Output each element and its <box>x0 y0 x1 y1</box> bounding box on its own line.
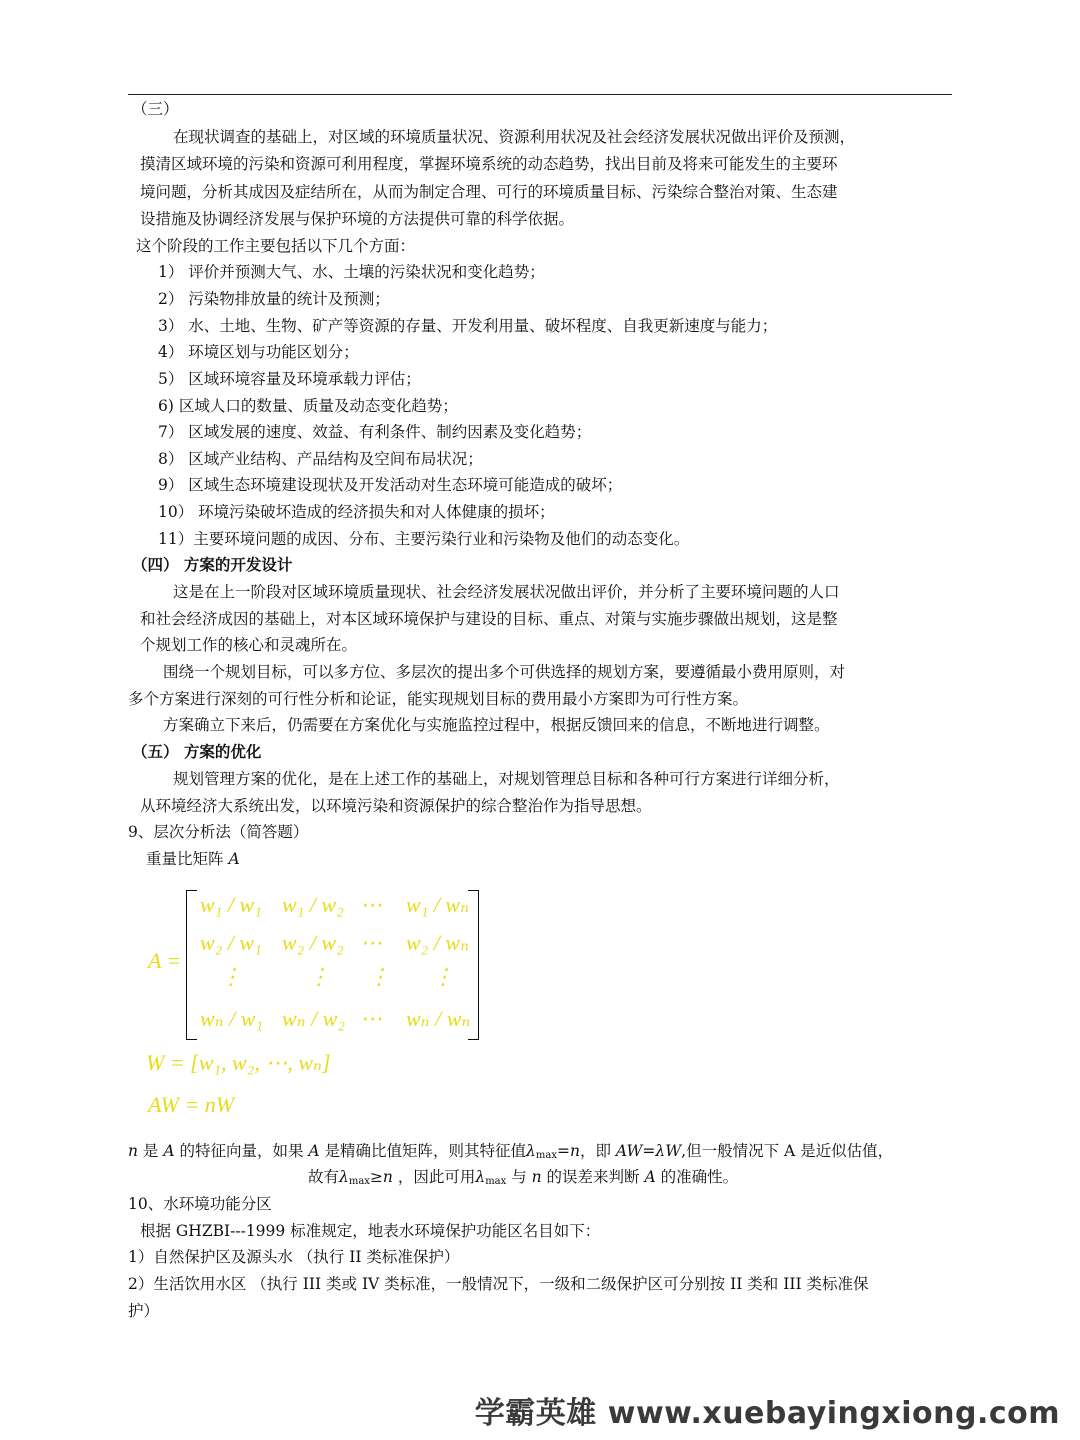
list-intro: 这个阶段的工作主要包括以下几个方面： <box>136 237 416 255</box>
list-item: 6) 区域人口的数量、质量及动态变化趋势； <box>158 397 458 415</box>
paragraph-line: 围绕一个规划目标，可以多方位、多层次的提出多个可供选择的规划方案，要遵循最小费用原则，对 <box>163 663 846 681</box>
section10-heading: 10、水环境功能分区 <box>128 1195 272 1213</box>
matrix-cell: wₙ / w₁ <box>200 1006 264 1031</box>
text-run: A <box>163 1142 175 1160</box>
text-run: ≥n <box>369 1168 393 1186</box>
text-run: A <box>644 1168 656 1186</box>
eigen-equation: AW = nW <box>148 1092 235 1117</box>
list-item: 8） 区域产业结构、产品结构及空间布局状况； <box>158 450 483 468</box>
matrix-cell: w₂ / w₁ <box>200 930 262 955</box>
matrix-cell: ⋯ <box>360 892 382 917</box>
list-item: 7） 区域发展的速度、效益、有利条件、制约因素及变化趋势； <box>158 423 592 441</box>
section5-heading: （五） 方案的优化 <box>132 742 262 761</box>
list-item: 2） 污染物排放量的统计及预测； <box>158 290 390 308</box>
matrix-cell: ⋮ <box>308 964 330 989</box>
matrix-cell: ⋯ <box>360 930 382 955</box>
paragraph-line: 个规划工作的核心和灵魂所在。 <box>140 636 358 654</box>
matrix-cell: ⋮ <box>220 964 242 989</box>
matrix-cell: w₁ / wₙ <box>406 892 470 917</box>
section3-heading: （三） <box>132 100 179 118</box>
weight-vector-equation: W = [w₁, w₂, ⋯, wₙ] <box>146 1050 331 1075</box>
paragraph-line: 这是在上一阶段对区域环境质量现状、社会经济发展状况做出评价，并分析了主要环境问题的人口 <box>173 583 840 601</box>
paragraph-line: 根据 GHZBI---1999 标准规定，地表水环境保护功能区名目如下： <box>140 1222 601 1240</box>
header-rule <box>128 94 952 95</box>
list-item: 4） 环境区划与功能区划分； <box>158 343 359 361</box>
list-item: 1）自然保护区及源头水 （执行 II 类标准保护） <box>128 1248 460 1266</box>
text-run: 是精确比值矩阵，则其特征值 <box>319 1142 527 1160</box>
paragraph-line: 多个方案进行深刻的可行性分析和论证，能实现规划目标的费用最小方案即为可行性方案。 <box>128 690 749 708</box>
text-run: AW=λW <box>615 1142 682 1160</box>
text-run: 故有 <box>308 1168 340 1186</box>
section4-heading: （四） 方案的开发设计 <box>132 555 293 574</box>
matrix-cell: ⋮ <box>432 964 454 989</box>
text-run: 的准确性。 <box>655 1168 739 1186</box>
text-run: max <box>485 1176 507 1187</box>
site-watermark: 学霸英雄 www.xuebayingxiong.com <box>474 1396 1060 1431</box>
weight-ratio-matrix <box>146 884 486 1044</box>
matrix-left-bracket <box>186 890 197 1040</box>
matrix-cell: ⋮ <box>368 964 390 989</box>
matrix-cell: wₙ / wₙ <box>406 1006 471 1031</box>
list-item: 11）主要环境问题的成因、分布、主要污染行业和污染物及他们的动态变化。 <box>158 530 690 548</box>
matrix-cell: w₂ / wₙ <box>406 930 470 955</box>
text-run: ,但一般情况下 A 是近似估值， <box>681 1142 894 1160</box>
text-run: max <box>535 1150 557 1161</box>
paragraph-line: 摸清区域环境的污染和资源可利用程度，掌握环境系统的动态趋势，找出目前及将来可能发生的主要环 <box>140 155 838 173</box>
list-item: 3） 水、土地、生物、矿产等资源的存量、开发利用量、破坏程度、自我更新速度与能力； <box>158 317 778 335</box>
paragraph-line: 规划管理方案的优化，是在上述工作的基础上，对规划管理总目标和各种可行方案进行详细分析， <box>173 770 840 788</box>
text-run: 的误差来判断 <box>541 1168 645 1186</box>
matrix-cell: wₙ / w₂ <box>282 1006 346 1031</box>
matrix-caption <box>146 847 240 871</box>
paragraph-line: 从环境经济大系统出发，以环境污染和资源保护的综合整治作为指导思想。 <box>140 797 652 815</box>
matrix-cell: w₁ / w₁ <box>200 892 262 917</box>
list-item: 1） 评价并预测大气、水、土壤的污染状况和变化趋势； <box>158 263 545 281</box>
matrix-cell: w₂ / w₂ <box>282 930 344 955</box>
text-run: n <box>128 1142 138 1160</box>
text-run: 的特征向量，如果 <box>174 1142 309 1160</box>
text-run: ，因此可用 <box>392 1168 476 1186</box>
list-item: 2）生活饮用水区 （执行 III 类或 IV 类标准，一般情况下，一级和二级保护区可分别按 II 类和 III 类标准保 <box>128 1275 869 1293</box>
paragraph-line: 境问题，分析其成因及症结所在，从而为制定合理、可行的环境质量目标、污染综合整治对策、生态建 <box>140 183 838 201</box>
matrix-lhs: A = <box>148 948 182 973</box>
paragraph-line: 在现状调查的基础上，对区域的环境质量状况、资源利用状况及社会经济发展状况做出评价及预测， <box>173 128 856 146</box>
text-run: =n <box>556 1142 580 1160</box>
text-run: n <box>531 1168 542 1186</box>
matrix-cell: ⋯ <box>360 1006 382 1031</box>
list-item: 10） 环境污染破坏造成的经济损失和对人体健康的损坏； <box>158 503 555 521</box>
text-run: λ <box>475 1168 486 1186</box>
text-run: max <box>348 1176 370 1187</box>
text-run: A <box>308 1142 320 1160</box>
matrix-cell: w₁ / w₂ <box>282 892 344 917</box>
list-item: 9） 区域生态环境建设现状及开发活动对生态环境可能造成的破坏； <box>158 476 623 494</box>
list-item: 护） <box>128 1302 160 1320</box>
paragraph-line: 设措施及协调经济发展与保护环境的方法提供可靠的科学依据。 <box>140 210 575 228</box>
text-run: λ <box>526 1142 536 1160</box>
matrix-caption-symbol: A <box>228 850 240 868</box>
list-item: 5） 区域环境容量及环境承载力评估； <box>158 370 421 388</box>
eigen-explanation-line <box>128 1139 893 1168</box>
text-run: λ <box>339 1168 349 1186</box>
text-run: 是 <box>137 1142 164 1160</box>
paragraph-line: 方案确立下来后，仍需要在方案优化与实施监控过程中，根据反馈回来的信息，不断地进行调整。 <box>163 716 830 734</box>
section9-heading: 9、层次分析法（简答题） <box>128 823 309 841</box>
paragraph-line: 和社会经济成因的基础上，对本区域环境保护与建设的目标、重点、对策与实施步骤做出规划，这是整 <box>140 610 838 628</box>
matrix-caption-text: 重量比矩阵 <box>146 850 224 868</box>
text-run: 与 <box>506 1168 532 1186</box>
text-run: ，即 <box>579 1142 616 1160</box>
eigen-explanation-line <box>308 1165 738 1194</box>
